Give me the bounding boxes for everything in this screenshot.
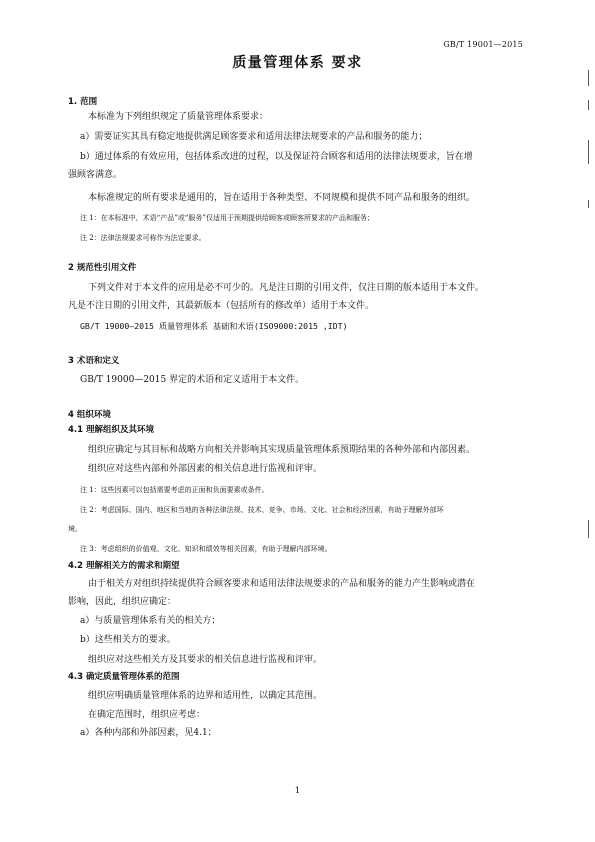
standard-code: GB/T 19001—2015 <box>443 40 523 49</box>
section-4-1-note-3: 注 3：考虑组织的价值观、文化、知识和绩效等相关因素，有助于理解内部环境。 <box>80 545 332 553</box>
section-3-heading: 3 术语和定义 <box>68 356 120 366</box>
scan-mark <box>588 70 589 86</box>
scan-mark <box>588 140 589 164</box>
section-4-3-paragraph-2: 在确定范围时，组织应考虑： <box>88 710 206 720</box>
section-4-2-item-a: a）与质量管理体系有关的相关方； <box>80 616 221 626</box>
section-4-3-heading: 4.3 确定质量管理体系的范围 <box>68 672 180 682</box>
section-1-note-1: 注 1：在本标准中，术语“产品”或“服务”仅适用于预期提供给顾客或顾客所要求的产品和服务； <box>80 214 374 222</box>
section-4-2-heading: 4.2 理解相关方的需求和期望 <box>68 561 180 571</box>
section-4-3-paragraph-1: 组织应明确质量管理体系的边界和适用性，以确定其范围。 <box>88 691 323 701</box>
section-4-2-item-b: b）这些相关方的要求。 <box>80 635 176 645</box>
document-title: 质量管理体系 要求 <box>232 55 363 71</box>
section-3-paragraph: GB/T 19000—2015 界定的术语和定义适用于本文件。 <box>80 375 305 385</box>
section-1-item-b-line1: b）通过体系的有效应用，包括体系改进的过程，以及保证符合顾客和适用的法律法规要求，旨在增 <box>80 152 473 162</box>
scan-mark <box>588 100 589 110</box>
scan-mark <box>588 520 589 538</box>
section-1-item-b-line2: 强顾客满意。 <box>68 170 123 180</box>
section-1-item-a: a）需要证实其具有稳定地提供满足顾客要求和适用法律法规要求的产品和服务的能力； <box>80 132 428 142</box>
section-1-heading: 1. 范围 <box>68 97 98 107</box>
section-4-1-note-2-line2: 境。 <box>68 525 82 533</box>
section-2-heading: 2 规范性引用文件 <box>68 263 137 273</box>
section-2-paragraph-line2: 凡是不注日期的引用文件，其最新版本（包括所有的修改单）适用于本文件。 <box>68 301 375 311</box>
section-4-1-note-2-line1: 注 2：考虑国际、国内、地区和当地的各种法律法规、技术、竞争、市场、文化、社会和经济因素，有助于理解外部环 <box>80 506 444 514</box>
scan-mark <box>588 200 589 208</box>
section-4-1-heading: 4.1 理解组织及其环境 <box>68 425 155 435</box>
section-4-2-paragraph-line1: 由于相关方对组织持续提供符合顾客要求和适用法律法规要求的产品和服务的能力产生影响或潜在 <box>88 579 476 589</box>
normative-reference: GB/T 19000—2015 质量管理体系 基础和术语(ISO9000:2015 ,IDT) <box>80 321 348 331</box>
section-4-2-paragraph-line2: 影响，因此，组织应确定： <box>68 597 177 607</box>
section-4-heading: 4 组织环境 <box>68 410 111 420</box>
section-2-paragraph-line1: 下列文件对于本文件的应用是必不可少的。凡是注日期的引用文件，仅注日期的版本适用于本文件。 <box>88 283 485 293</box>
section-4-1-paragraph-1: 组织应确定与其目标和战略方向相关并影响其实现质量管理体系预期结果的各种外部和内部因素。 <box>88 445 476 455</box>
page-number: 1 <box>294 786 301 796</box>
section-4-3-item-a: a）各种内部和外部因素，见4.1； <box>80 728 217 738</box>
section-1-paragraph-2: 本标准规定的所有要求是通用的，旨在适用于各种类型、不同规模和提供不同产品和服务的组织。 <box>88 193 476 203</box>
section-4-1-paragraph-2: 组织应对这些内部和外部因素的相关信息进行监视和评审。 <box>88 464 323 474</box>
section-4-1-note-1: 注 1：这些因素可以包括需要考虑的正面和负面要素或条件。 <box>80 486 269 494</box>
section-4-2-paragraph-2: 组织应对这些相关方及其要求的相关信息进行监视和评审。 <box>88 655 323 665</box>
section-1-note-2: 注 2：法律法规要求可称作为法定要求。 <box>80 234 206 242</box>
section-1-paragraph: 本标准为下列组织规定了质量管理体系要求： <box>88 112 269 122</box>
